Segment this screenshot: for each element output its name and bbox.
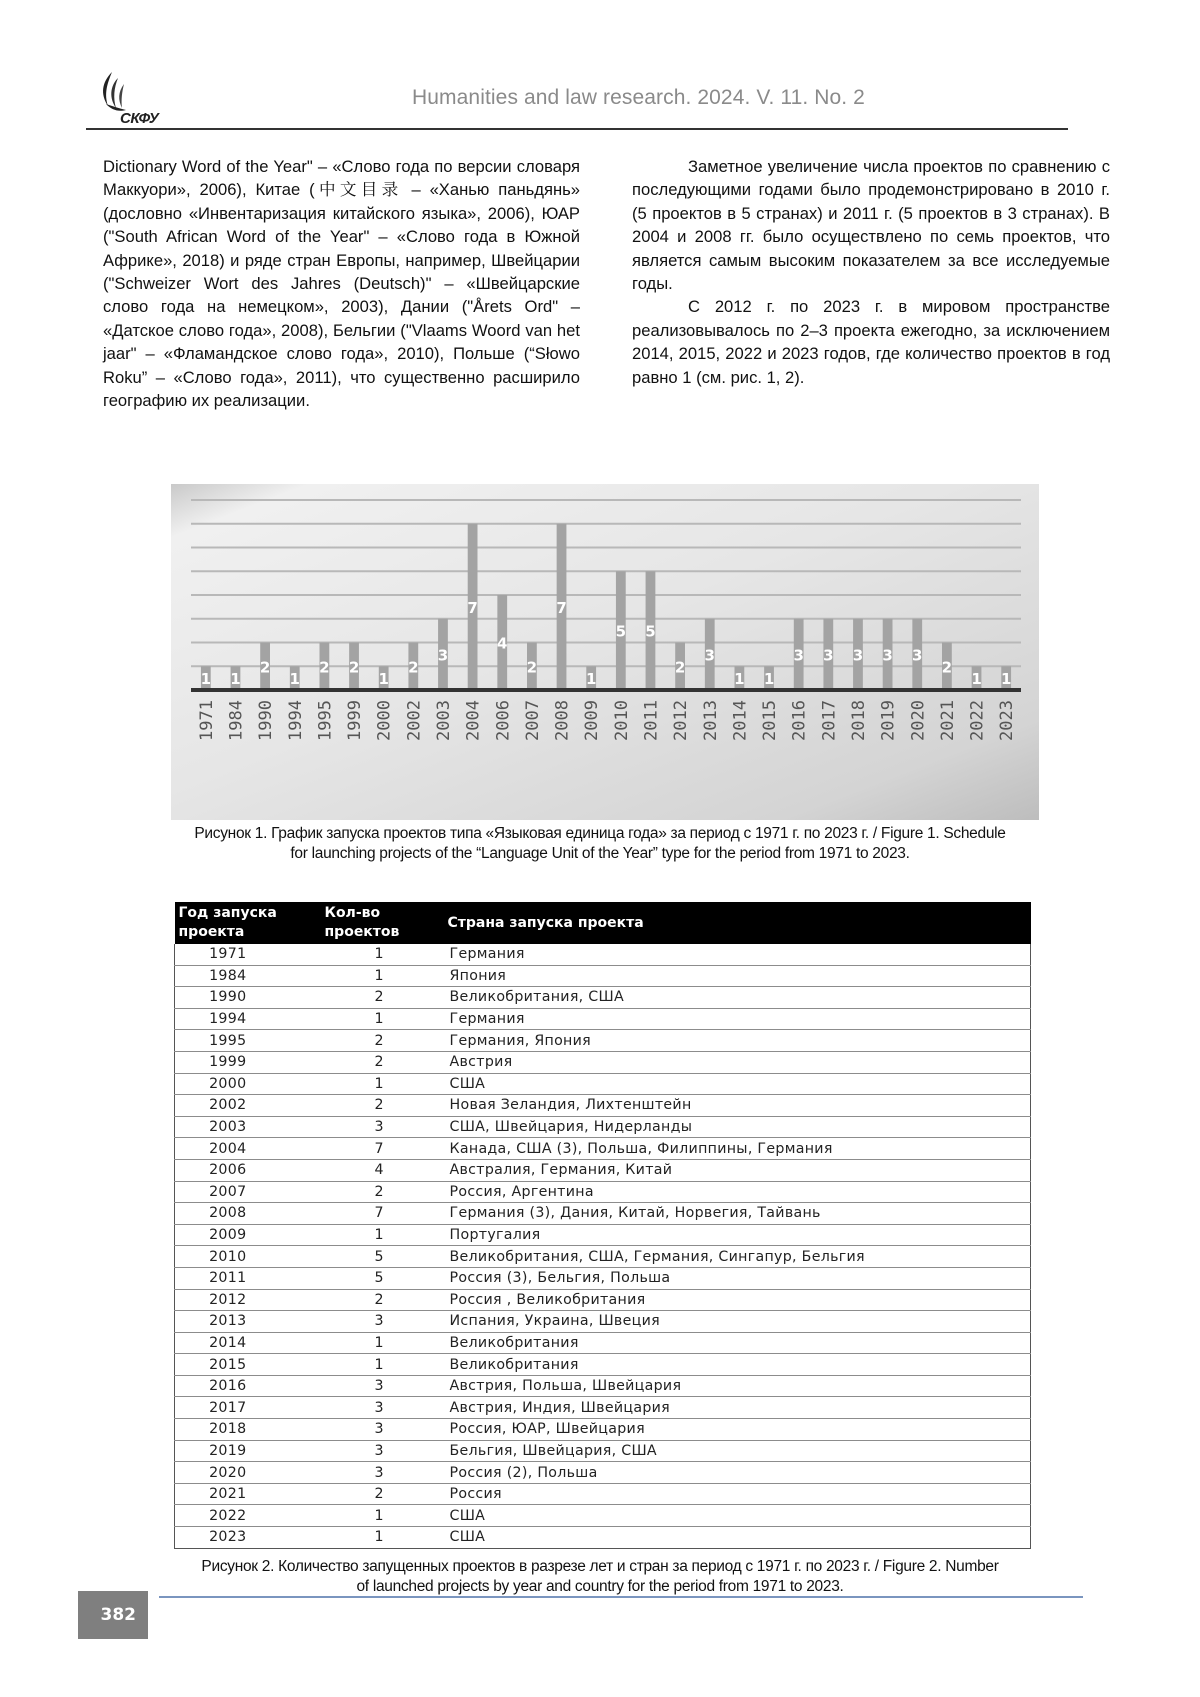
table-row — [175, 1483, 1031, 1505]
table-row — [175, 1462, 1031, 1484]
table-row — [175, 1224, 1031, 1246]
cell-year: 2020 — [175, 1462, 321, 1484]
header-count: Кол-во проектов — [321, 902, 444, 944]
caption-line: for launching projects of the “Language Unit of the Year” type for the period from 1971 to 2023. — [290, 845, 910, 862]
x-tick-label: 1984 — [226, 700, 247, 741]
cell-year: 2003 — [175, 1116, 321, 1138]
figure-1-bar-chart — [171, 484, 1039, 820]
table-header-row — [175, 902, 1031, 944]
bar-value-label: 2 — [319, 658, 330, 677]
cell-country: Великобритания — [444, 1354, 1031, 1376]
cell-year: 2016 — [175, 1375, 321, 1397]
cell-country: Испания, Украина, Швеция — [444, 1311, 1031, 1333]
caption-line: Рисунок 2. Количество запущенных проектов в разрезе лет и стран за период с 1971 г. по 2023 г. / Figure 2. Number — [201, 1558, 999, 1575]
table-row — [175, 1311, 1031, 1333]
cell-year: 1971 — [175, 944, 321, 965]
figure-2-table — [174, 902, 1031, 1549]
cell-year: 2002 — [175, 1095, 321, 1117]
cell-country: США — [444, 1527, 1031, 1549]
bar-value-label: 3 — [912, 646, 923, 665]
bar-value-label: 1 — [734, 670, 745, 689]
bar-value-label: 7 — [467, 598, 478, 617]
cell-count: 1 — [321, 1073, 444, 1095]
cell-count: 7 — [321, 1203, 444, 1225]
projects-table — [174, 902, 1031, 1549]
table-row — [175, 1332, 1031, 1354]
cell-country: США — [444, 1505, 1031, 1527]
bar-value-label: 1 — [230, 670, 241, 689]
cell-year: 2007 — [175, 1181, 321, 1203]
bar-value-label: 1 — [289, 670, 300, 689]
cell-count: 3 — [321, 1375, 444, 1397]
cell-count: 1 — [321, 1505, 444, 1527]
x-tick-label: 2021 — [937, 700, 958, 741]
cell-count: 5 — [321, 1267, 444, 1289]
table-row — [175, 1030, 1031, 1052]
x-tick-label: 2009 — [582, 700, 603, 741]
cell-year: 2009 — [175, 1224, 321, 1246]
cell-count: 3 — [321, 1440, 444, 1462]
cell-count: 3 — [321, 1462, 444, 1484]
page-number: 382 — [78, 1591, 148, 1639]
x-tick-label: 2018 — [848, 700, 869, 741]
cell-year: 1994 — [175, 1008, 321, 1030]
cell-year: 2017 — [175, 1397, 321, 1419]
cell-count: 1 — [321, 1224, 444, 1246]
bar-value-label: 1 — [378, 670, 389, 689]
cell-year: 2019 — [175, 1440, 321, 1462]
cell-country: Австрия, Польша, Швейцария — [444, 1375, 1031, 1397]
cell-country: Россия (3), Бельгия, Польша — [444, 1267, 1031, 1289]
table-row — [175, 1397, 1031, 1419]
header-country: Страна запуска проекта — [444, 902, 1031, 944]
table-row — [175, 1095, 1031, 1117]
footer-divider — [159, 1596, 1083, 1598]
cell-country: Россия — [444, 1483, 1031, 1505]
figure-2-caption — [110, 1557, 1090, 1597]
x-tick-label: 2002 — [404, 700, 425, 741]
cell-year: 2022 — [175, 1505, 321, 1527]
x-tick-label: 1971 — [196, 700, 217, 741]
cell-country: Португалия — [444, 1224, 1031, 1246]
x-tick-label: 2020 — [908, 700, 929, 741]
bar-value-label: 2 — [674, 658, 686, 677]
cell-count: 1 — [321, 965, 444, 987]
table-row — [175, 1267, 1031, 1289]
table-row — [175, 1116, 1031, 1138]
header-divider — [86, 128, 1068, 130]
x-tick-label: 2013 — [700, 700, 721, 741]
cell-country: Германия, Япония — [444, 1030, 1031, 1052]
chart-background — [171, 484, 1039, 820]
figure-1-caption — [110, 824, 1090, 864]
cell-country: Германия — [444, 1008, 1031, 1030]
cell-year: 2008 — [175, 1203, 321, 1225]
x-tick-label: 2022 — [967, 700, 988, 741]
x-tick-label: 1990 — [256, 700, 277, 741]
cell-country: Великобритания, США, Германия, Сингапур, Бельгия — [444, 1246, 1031, 1268]
caption-line: Рисунок 1. График запуска проектов типа «Языковая единица года» за период с 1971 г. по 2023 г. / Figure 1. Schedule — [194, 825, 1006, 842]
cell-count: 2 — [321, 1483, 444, 1505]
cell-year: 2010 — [175, 1246, 321, 1268]
table-row — [175, 1203, 1031, 1225]
bar-value-label: 1 — [763, 670, 775, 689]
x-tick-label: 2006 — [493, 700, 514, 741]
cell-year: 2011 — [175, 1267, 321, 1289]
cell-year: 1999 — [175, 1051, 321, 1073]
table-row — [175, 1008, 1031, 1030]
caption-line: of launched projects by year and country for the period from 1971 to 2023. — [356, 1578, 844, 1595]
cell-year: 2014 — [175, 1332, 321, 1354]
cell-count: 1 — [321, 1354, 444, 1376]
cell-country: Австрия — [444, 1051, 1031, 1073]
cell-country: Япония — [444, 965, 1031, 987]
cell-country: Австрия, Индия, Швейцария — [444, 1397, 1031, 1419]
cell-year: 2018 — [175, 1419, 321, 1441]
table-row — [175, 1138, 1031, 1160]
cell-country: Новая Зеландия, Лихтенштейн — [444, 1095, 1031, 1117]
x-tick-label: 2014 — [730, 700, 751, 741]
bar-value-label: 1 — [1000, 670, 1012, 689]
table-row — [175, 1505, 1031, 1527]
x-tick-label: 2017 — [819, 700, 840, 741]
journal-title: Humanities and law research. 2024. V. 11. No. 2 — [412, 86, 865, 109]
bar-value-label: 3 — [823, 646, 834, 665]
table-row — [175, 1159, 1031, 1181]
x-tick-label: 1999 — [345, 700, 366, 741]
cell-country: Бельгия, Швейцария, США — [444, 1440, 1031, 1462]
left-column — [103, 155, 580, 412]
table-row — [175, 1246, 1031, 1268]
table-row — [175, 1181, 1031, 1203]
bar-value-label: 3 — [882, 646, 893, 665]
bar-value-label: 2 — [259, 658, 271, 677]
cell-year: 2015 — [175, 1354, 321, 1376]
right-column — [632, 155, 1110, 389]
table-body — [175, 944, 1031, 1548]
x-tick-label: 1995 — [315, 700, 336, 741]
bar-value-label: 2 — [526, 658, 538, 677]
cell-year: 1995 — [175, 1030, 321, 1052]
cell-country: Россия, Аргентина — [444, 1181, 1031, 1203]
bar-value-label: 3 — [704, 646, 715, 665]
table-row — [175, 1073, 1031, 1095]
table-row — [175, 1419, 1031, 1441]
x-tick-label: 2019 — [878, 700, 899, 741]
cell-count: 2 — [321, 1095, 444, 1117]
x-tick-label: 2010 — [611, 700, 632, 741]
x-tick-label: 2011 — [641, 700, 662, 741]
cell-count: 1 — [321, 944, 444, 965]
bar-value-label: 2 — [348, 658, 360, 677]
cell-country: США — [444, 1073, 1031, 1095]
x-tick-label: 1994 — [285, 700, 306, 741]
table-row — [175, 1354, 1031, 1376]
header-year: Год запуска проекта — [175, 902, 321, 944]
cell-country: Россия , Великобритания — [444, 1289, 1031, 1311]
cell-count: 3 — [321, 1419, 444, 1441]
cell-country: Канада, США (3), Польша, Филиппины, Германия — [444, 1138, 1031, 1160]
table-row — [175, 1375, 1031, 1397]
table-row — [175, 965, 1031, 987]
table-row — [175, 1289, 1031, 1311]
x-tick-label: 2023 — [997, 700, 1018, 741]
cell-count: 3 — [321, 1311, 444, 1333]
x-tick-label: 2003 — [433, 700, 454, 741]
bar-value-label: 1 — [200, 670, 212, 689]
x-tick-label: 2015 — [760, 700, 781, 741]
bar-chart-svg — [171, 484, 1039, 820]
cell-count: 1 — [321, 1527, 444, 1549]
cell-count: 2 — [321, 1289, 444, 1311]
bar-value-label: 3 — [437, 646, 449, 665]
cell-country: Россия (2), Польша — [444, 1462, 1031, 1484]
cell-year: 2006 — [175, 1159, 321, 1181]
bar-value-label: 4 — [497, 634, 508, 653]
cell-year: 2012 — [175, 1289, 321, 1311]
cell-country: Великобритания — [444, 1332, 1031, 1354]
x-tick-label: 2012 — [671, 700, 692, 741]
x-tick-label: 2008 — [552, 700, 573, 741]
cell-year: 2021 — [175, 1483, 321, 1505]
cell-country: Германия (3), Дания, Китай, Норвегия, Тайвань — [444, 1203, 1031, 1225]
cell-count: 4 — [321, 1159, 444, 1181]
cell-year: 1990 — [175, 987, 321, 1009]
x-tick-label: 2004 — [463, 700, 484, 741]
cell-count: 2 — [321, 1051, 444, 1073]
bar-value-label: 2 — [941, 658, 953, 677]
cell-count: 7 — [321, 1138, 444, 1160]
cell-year: 2004 — [175, 1138, 321, 1160]
table-row — [175, 1440, 1031, 1462]
bar-value-label: 1 — [585, 670, 597, 689]
bar-value-label: 7 — [556, 598, 567, 617]
cell-year: 2000 — [175, 1073, 321, 1095]
cell-country: Австралия, Германия, Китай — [444, 1159, 1031, 1181]
cell-count: 1 — [321, 1332, 444, 1354]
bar-value-label: 1 — [971, 670, 982, 689]
cell-count: 2 — [321, 1181, 444, 1203]
cell-count: 3 — [321, 1116, 444, 1138]
bar-value-label: 5 — [615, 622, 627, 641]
table-row — [175, 987, 1031, 1009]
cell-count: 5 — [321, 1246, 444, 1268]
logo-text: СКФУ — [120, 110, 159, 127]
cell-country: Россия, ЮАР, Швейцария — [444, 1419, 1031, 1441]
cell-count: 1 — [321, 1008, 444, 1030]
x-tick-label: 2016 — [789, 700, 810, 741]
x-tick-label: 2000 — [374, 700, 395, 741]
body-paragraph: Dictionary Word of the Year" – «Слово года по версии словаря Маккуори», 2006), Китае (中文目录 – «Ханью паньдянь» (дословно «Инвентаризация китайского языка», 2006), ЮАР ("South African Word of the Year" – «Слово года в Южной Африке», 2018) и ряде стран Европы, например, Швейцарии ("Schweizer Wort des Jahres (Deutsch)" – «Швейцарские слово года на немецком», 2003), Дании ("Årets Ord" – «Датское слово года», 2008), Бельгии ("Vlaams Woord van het jaar" – «Фламандское слово года», 2010), Польше (“Słowo Roku” – «Слово года», 2011), что существенно расширило географию их реализации. — [103, 157, 580, 411]
cell-count: 2 — [321, 1030, 444, 1052]
table-row — [175, 1051, 1031, 1073]
bar-value-label: 3 — [852, 646, 864, 665]
cell-count: 3 — [321, 1397, 444, 1419]
body-paragraph: Заметное увеличение числа проектов по сравнению с последующими годами было продемонстрировано в 2010 г. (5 проектов в 5 странах) и 2011 г. (5 проектов в 3 странах). В 2004 и 2008 гг. было осуществлено по семь проектов, что является самым высоким показателем за все исследуемые годы. — [632, 157, 1110, 294]
body-paragraph: С 2012 г. по 2023 г. в мировом пространстве реализовывалось по 2–3 проекта ежегодно, за исключением 2014, 2015, 2022 и 2023 годов, где количество проектов в год равно 1 (см. рис. 1, 2). — [632, 297, 1110, 387]
cell-year: 2013 — [175, 1311, 321, 1333]
cell-count: 2 — [321, 987, 444, 1009]
cell-year: 2023 — [175, 1527, 321, 1549]
cell-year: 1984 — [175, 965, 321, 987]
bar-value-label: 2 — [408, 658, 419, 677]
cell-country: Германия — [444, 944, 1031, 965]
table-row — [175, 944, 1031, 965]
bar-value-label: 5 — [645, 622, 656, 641]
x-tick-label: 2007 — [522, 700, 543, 741]
cell-country: США, Швейцария, Нидерланды — [444, 1116, 1031, 1138]
bar-value-label: 3 — [793, 646, 804, 665]
cell-country: Великобритания, США — [444, 987, 1031, 1009]
table-row — [175, 1527, 1031, 1549]
university-logo — [98, 70, 178, 130]
